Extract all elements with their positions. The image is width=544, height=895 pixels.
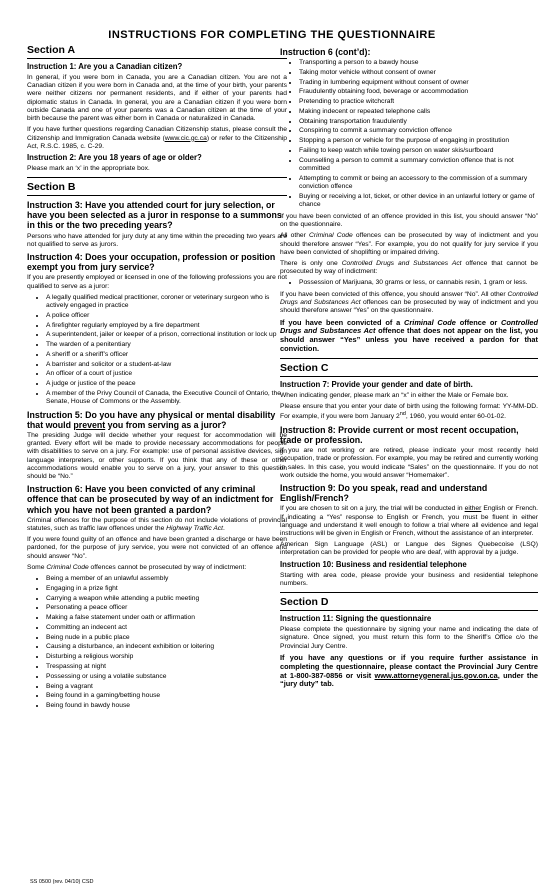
instruction-9-heading: Instruction 9: Do you speak, read and understand English/French?: [280, 483, 488, 504]
list-item: • An officer of a court of justice: [46, 370, 287, 378]
instruction-6-cont-text-2: All other Criminal Code offences can be prosecuted by way of indictment and you should therefore answer “Yes”. For example, you do not qualify for jury service if you have been convicted of shoplifting or impaired driving.: [280, 232, 538, 256]
list-item: • A legally qualified medical practitioner, coroner or veterinary surgeon who is actively engaged in practice: [46, 294, 287, 311]
instruction-6-heading: Instruction 6: Have you been convicted of any criminal offence that can be prosecuted by way of an indictment for which you have not been granted a pardon?: [27, 484, 274, 515]
list-item: • Conspiring to commit a summary conviction offence: [299, 127, 538, 135]
instruction-9-text-2: American Sign Language (ASL) or Langue des Signes Quebecoise (LSQ) interpretation can be provided for people who are deaf, with approval by a judge.: [280, 541, 538, 557]
list-item: • Being a member of an unlawful assembly: [46, 575, 287, 583]
instruction-6-cont-text-4: If you have been convicted of this offence, you should answer “No”. All other Controlled Drugs and Substances Act offences can be prosecuted by way of indictment and you should therefore answer “Yes” on the questionnaire.: [280, 290, 538, 315]
list-item: • A superintendent, jailer or keeper of a prison, correctional institution or lock up: [46, 331, 287, 339]
instruction-1-text: In general, if you were born in Canada, you are a Canadian citizen. You are not a Canadian citizen if you were born in Canada and, at the time of your birth, your parents were neither citizens nor permanent residents, and if either of your parents had diplomatic status in Canada. In general, you are a Canadian citizen if you were born outside Canada and one of your parents was a Canadian citizen at the time of your birth because the parent was either born in Canada or naturalized in Canada.: [27, 73, 287, 123]
list-item: • A sheriff or a sheriff’s officer: [46, 351, 287, 359]
section-c-heading: Section C: [280, 358, 538, 377]
instruction-1-note: If you have further questions regarding Canadian Citizenship status, please consult the Citizenship and Immigration Canada website (www.cic.gc.ca) or refer to the Citizenship Act, R.S.C. 1985, c. C-29.: [27, 126, 287, 150]
list-item: • Being found in a gaming/betting house: [46, 692, 287, 700]
list-item: • The warden of a penitentiary: [46, 341, 287, 349]
section-d-heading: Section D: [280, 592, 538, 611]
list-item: • Being a vagrant: [46, 683, 287, 691]
list-item: • Disturbing a religious worship: [46, 653, 287, 661]
form-number: SS 0500 (rev. 04/10) CSD: [30, 879, 94, 885]
list-item: • Stopping a person or vehicle for the purpose of engaging in prostitution: [299, 137, 538, 145]
list-item: • Attempting to commit or being an accessory to the commission of a summary conviction offence: [299, 175, 538, 192]
left-column: [27, 44, 287, 713]
instruction-6-text-3: Some Criminal Code offences cannot be prosecuted by way of indictment:: [27, 563, 247, 571]
section-b-heading: Section B: [27, 177, 287, 196]
list-item: • Taking motor vehicle without consent of owner: [299, 69, 538, 77]
instruction-4-text: If you are presently employed or licensed in one of the following professions you are not qualified to serve as a juror:: [27, 274, 287, 290]
instruction-3-heading: Instruction 3: Have you attended court for jury selection, or have you been selected as a juror in response to a summons in this or the two preceding years?: [27, 200, 282, 231]
instruction-6-text-1: Criminal offences for the purpose of this section do not include violations of provincial statutes, such as traffic law offences under the Highway Traffic Act.: [27, 516, 287, 532]
instruction-9-text-1: If you are chosen to sit on a jury, the trial will be conducted in either English or French. If indicating a “Yes” response to English or French, you must be fluent in either language and understand it well enough to follow a trial where all evidence and legal instructions will be given in English or French, without the assistance of an interpreter.: [280, 505, 538, 537]
instruction-2-text: Please mark an ‘x’ in the appropriate box.: [27, 165, 150, 173]
list-item: • A barrister and solicitor or a student-at-law: [46, 361, 287, 369]
instruction-7-text-1: When indicating gender, please mark an “x” in either the Male or Female box.: [280, 391, 509, 399]
list-item: • Being nude in a public place: [46, 634, 287, 642]
list-item: • A judge or justice of the peace: [46, 380, 287, 388]
instruction-7-heading: Instruction 7: Provide your gender and date of birth.: [280, 380, 473, 390]
list-item: • A firefighter regularly employed by a fire department: [46, 322, 287, 330]
list-item: • Pretending to practice witchcraft: [299, 98, 538, 106]
section-a-heading: Section A: [27, 44, 287, 59]
page-title: INSTRUCTIONS FOR COMPLETING THE QUESTIONNAIRE: [108, 29, 436, 41]
instruction-6-cont-warning: If you have been convicted of a Criminal Code offence or Controlled Drugs and Substances Act offence that does not appear on the list, you should answer “Yes” unless you have received a pardon for that conviction.: [280, 317, 538, 354]
list-item: • Possession of Marijuana, 30 grams or less, or cannabis resin, 1 gram or less.: [299, 279, 538, 287]
list-item: • Engaging in a prize fight: [46, 585, 287, 593]
attorney-general-link[interactable]: www.attorneygeneral.jus.gov.on.ca: [374, 670, 498, 680]
list-item: • Failing to keep watch while towing person on water skis/surfboard: [299, 147, 538, 155]
instruction-10-text: Starting with area code, please provide your business and residential telephone numbers.: [280, 571, 538, 587]
instruction-8-heading: Instruction 8: Provide current or most recent occupation, trade or profession.: [280, 424, 519, 446]
instruction-6-cont-text-1: If you have been convicted of an offence provided in this list, you should answer “No” on the questionnaire.: [280, 212, 538, 229]
list-item: • Fraudulently obtaining food, beverage or accommodation: [299, 88, 538, 96]
list-item: • Obtaining transportation fraudulently: [299, 118, 538, 126]
list-item: • Committing an indecent act: [46, 624, 287, 632]
list-item: • Being found in bawdy house: [46, 702, 287, 710]
list-item: • Causing a disturbance, an indecent exhibition or loitering: [46, 643, 287, 651]
instruction-11-text: Please complete the questionnaire by signing your name and indicating the date of signature. Once signed, you must return this form to the Sheriff’s Office c/o the Provincial Jury Centre.: [280, 626, 538, 650]
instruction-11-heading: Instruction 11: Signing the questionnaire: [280, 614, 432, 624]
list-item: • Carrying a weapon while attending a public meeting: [46, 595, 287, 603]
instruction-2-heading: Instruction 2: Are you 18 years of age or older?: [27, 153, 202, 163]
instruction-5-heading: Instruction 5: Do you have any physical or mental disability that would prevent you from serving as a juror?: [27, 409, 276, 430]
summary-offences-list-cont: [280, 59, 538, 210]
instruction-6-cont-heading: Instruction 6 (cont’d):: [280, 47, 371, 57]
list-item: • Making a false statement under oath or affirmation: [46, 614, 287, 622]
summary-offences-list: [27, 575, 287, 710]
list-item: • Trespassing at night: [46, 663, 287, 671]
right-column: [280, 44, 538, 692]
instruction-11-contact: If you have any questions or if you require further assistance in completing the questionnaire, please contact the Provincial Jury Centre at 1-800-387-0856 or visit www.attorneygeneral.jus.gov.on.ca, under the “jury duty” tab.: [280, 652, 539, 689]
instruction-5-text: The presiding Judge will decide whether your request for accommodation will be granted. Every effort will be made to provide necessary accommodations for people with disabilities to serve on a jury. For example: use of personal assistive devices, sign language interpreters, or other supports. If you think that any of these or other accommodations would enable you to serve on a jury, your answer to this question should be “No.”: [27, 431, 287, 481]
instruction-3-text: Persons who have attended for jury duty at any time within the preceding two years are not qualified to serve as jurors.: [27, 232, 287, 248]
list-item: • Making indecent or repeated telephone calls: [299, 108, 538, 116]
instruction-7-text-2: Please ensure that you enter your date of birth using the following format: YY-MM-DD. For example, if you were born January 2nd, 1960, you would enter 60-01-02.: [280, 403, 538, 421]
instruction-6-text-2: If you were found guilty of an offence and have been granted a discharge or have been pardoned, for the purpose of jury service, you were not convicted of an offence and should answer “No”.: [27, 536, 287, 560]
instruction-6-cont-text-3: There is only one Controlled Drugs and Substances Act offence that cannot be prosecuted by way of indictment:: [280, 259, 538, 276]
cic-link[interactable]: www.cic.gc.ca: [164, 134, 207, 142]
instruction-10-heading: Instruction 10: Business and residential telephone: [280, 559, 467, 569]
list-item: • Trading in lumbering equipment without consent of owner: [299, 79, 538, 87]
list-item: • Transporting a person to a bawdy house: [299, 59, 538, 67]
list-item: • Personating a peace officer: [46, 604, 287, 612]
instruction-1-heading: Instruction 1: Are you a Canadian citizen?: [27, 62, 183, 71]
list-item: • Buying or receiving a lot, ticket, or other device in an unlawful lottery or game of chance: [299, 193, 538, 210]
instruction-4-heading: Instruction 4: Does your occupation, profession or position exempt you from jury service?: [27, 252, 276, 273]
list-item: • A police officer: [46, 312, 287, 320]
instruction-8-text: If you are not working or are retired, please indicate your most recently held occupation, trade or profession. For example, you may be retired and currently working in sales. In this case, you would indicate “Sales” on the questionnaire. If you do not work outside the home, you would answer “Homemaker”.: [280, 447, 538, 479]
list-item: • A member of the Privy Council of Canada, the Executive Council of Ontario, the Senate, House of Commons or the Assembly.: [46, 390, 287, 407]
exempt-occupations-list: [27, 294, 287, 407]
drug-offence-list: [280, 279, 538, 287]
list-item: • Possessing or using a volatile substance: [46, 673, 287, 681]
list-item: • Counselling a person to commit a summary conviction offence that is not committed: [299, 157, 538, 174]
